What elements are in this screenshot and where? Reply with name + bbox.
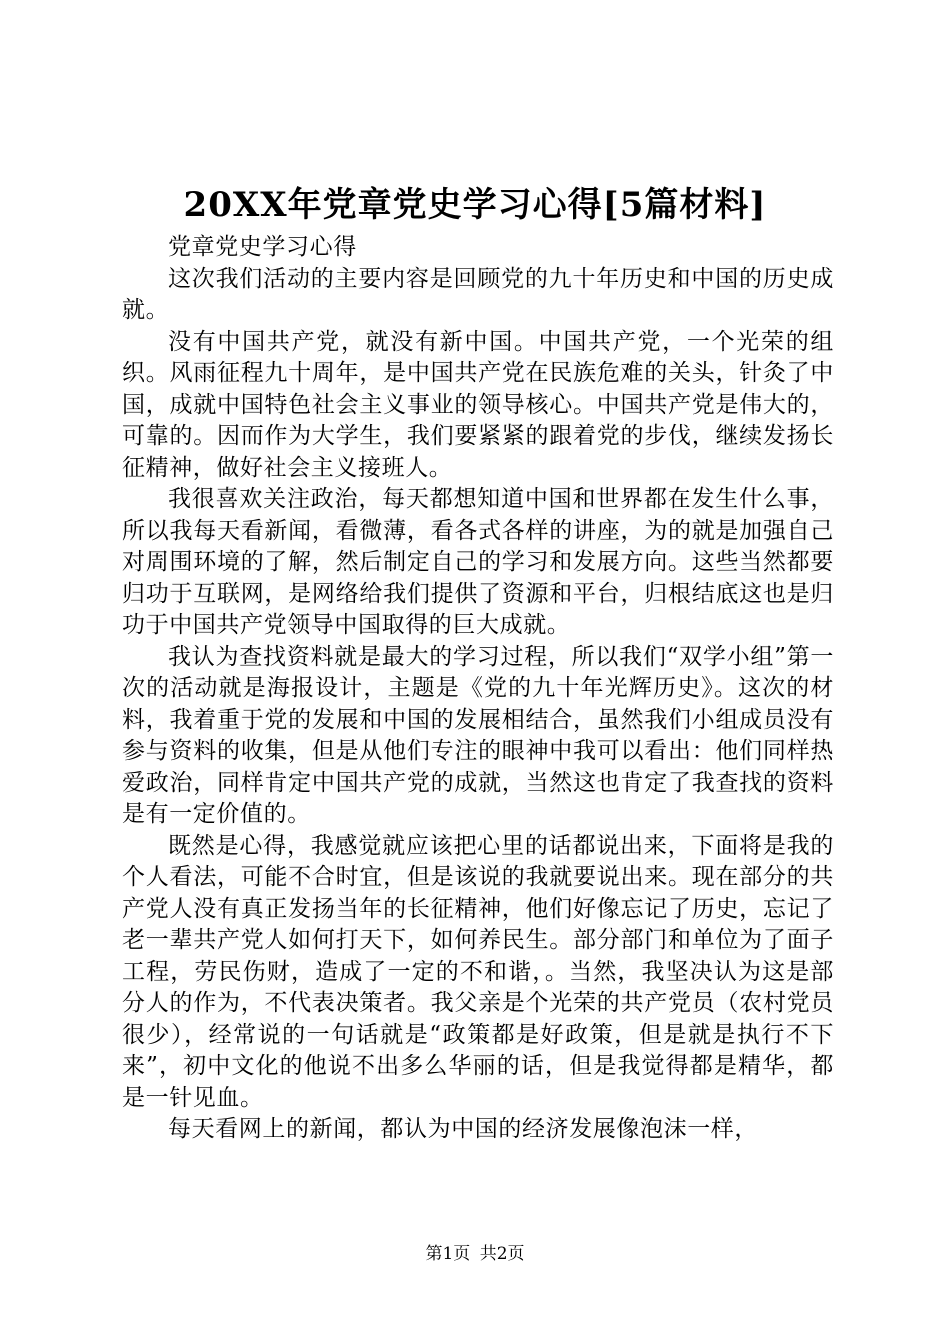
paragraph: 我认为查找资料就是最大的学习过程，所以我们“双学小组”第一次的活动就是海报设计，主题是《党的九十年光辉历史》。这次的材料，我着重于党的发展和中国的发展相结合，虽然我们小组成员没有参与资料的收集，但是从他们专注的眼神中我可以看出：他们同样热爱政治，同样肯定中国共产党的成就，当然这也肯定了我查找的资料是有一定价值的。 [122, 643, 834, 827]
paragraph: 每天看网上的新闻，都认为中国的经济发展像泡沫一样， [168, 1116, 758, 1142]
page-total: 共2页 [479, 1244, 525, 1264]
paragraph-heading: 党章党史学习心得 [168, 234, 357, 260]
paragraph: 这次我们活动的主要内容是回顾党的九十年历史和中国的历史成就。 [122, 265, 834, 323]
document-body [122, 232, 834, 1146]
page-number: 第1页 [425, 1244, 471, 1264]
paragraph: 我很喜欢关注政治，每天都想知道中国和世界都在发生什么事，所以我每天看新闻，看微薄，看各式各样的讲座，为的就是加强自己对周围环境的了解，然后制定自己的学习和发展方向。这些当然都要归功于互联网，是网络给我们提供了资源和平台，归根结底这也是归功于中国共产党领导中国取得的巨大成就。 [122, 486, 834, 638]
document-title: 20XX年党章党史学习心得[5篇材料] [183, 185, 767, 225]
page-footer [0, 1243, 950, 1265]
paragraph: 既然是心得，我感觉就应该把心里的话都说出来，下面将是我的个人看法，可能不合时宜，但是该说的我就要说出来。现在部分的共产党人没有真正发扬当年的长征精神，他们好像忘记了历史，忘记了老一辈共产党人如何打天下，如何养民生。部分部门和单位为了面子工程，劳民伤财，造成了一定的不和谐，。当然，我坚决认为这是部分人的作为，不代表决策者。我父亲是个光荣的共产党员（农村党员很少），经常说的一句话就是“政策都是好政策，但是就是执行不下来”，初中文化的他说不出多么华丽的话，但是我觉得都是精华，都是一针见血。 [122, 832, 834, 1111]
paragraph: 没有中国共产党，就没有新中国。中国共产党，一个光荣的组织。风雨征程九十周年，是中国共产党在民族危难的关头，针灸了中国，成就中国特色社会主义事业的领导核心。中国共产党是伟大的，可靠的。因而作为大学生，我们要紧紧的跟着党的步伐，继续发扬长征精神，做好社会主义接班人。 [122, 328, 834, 481]
